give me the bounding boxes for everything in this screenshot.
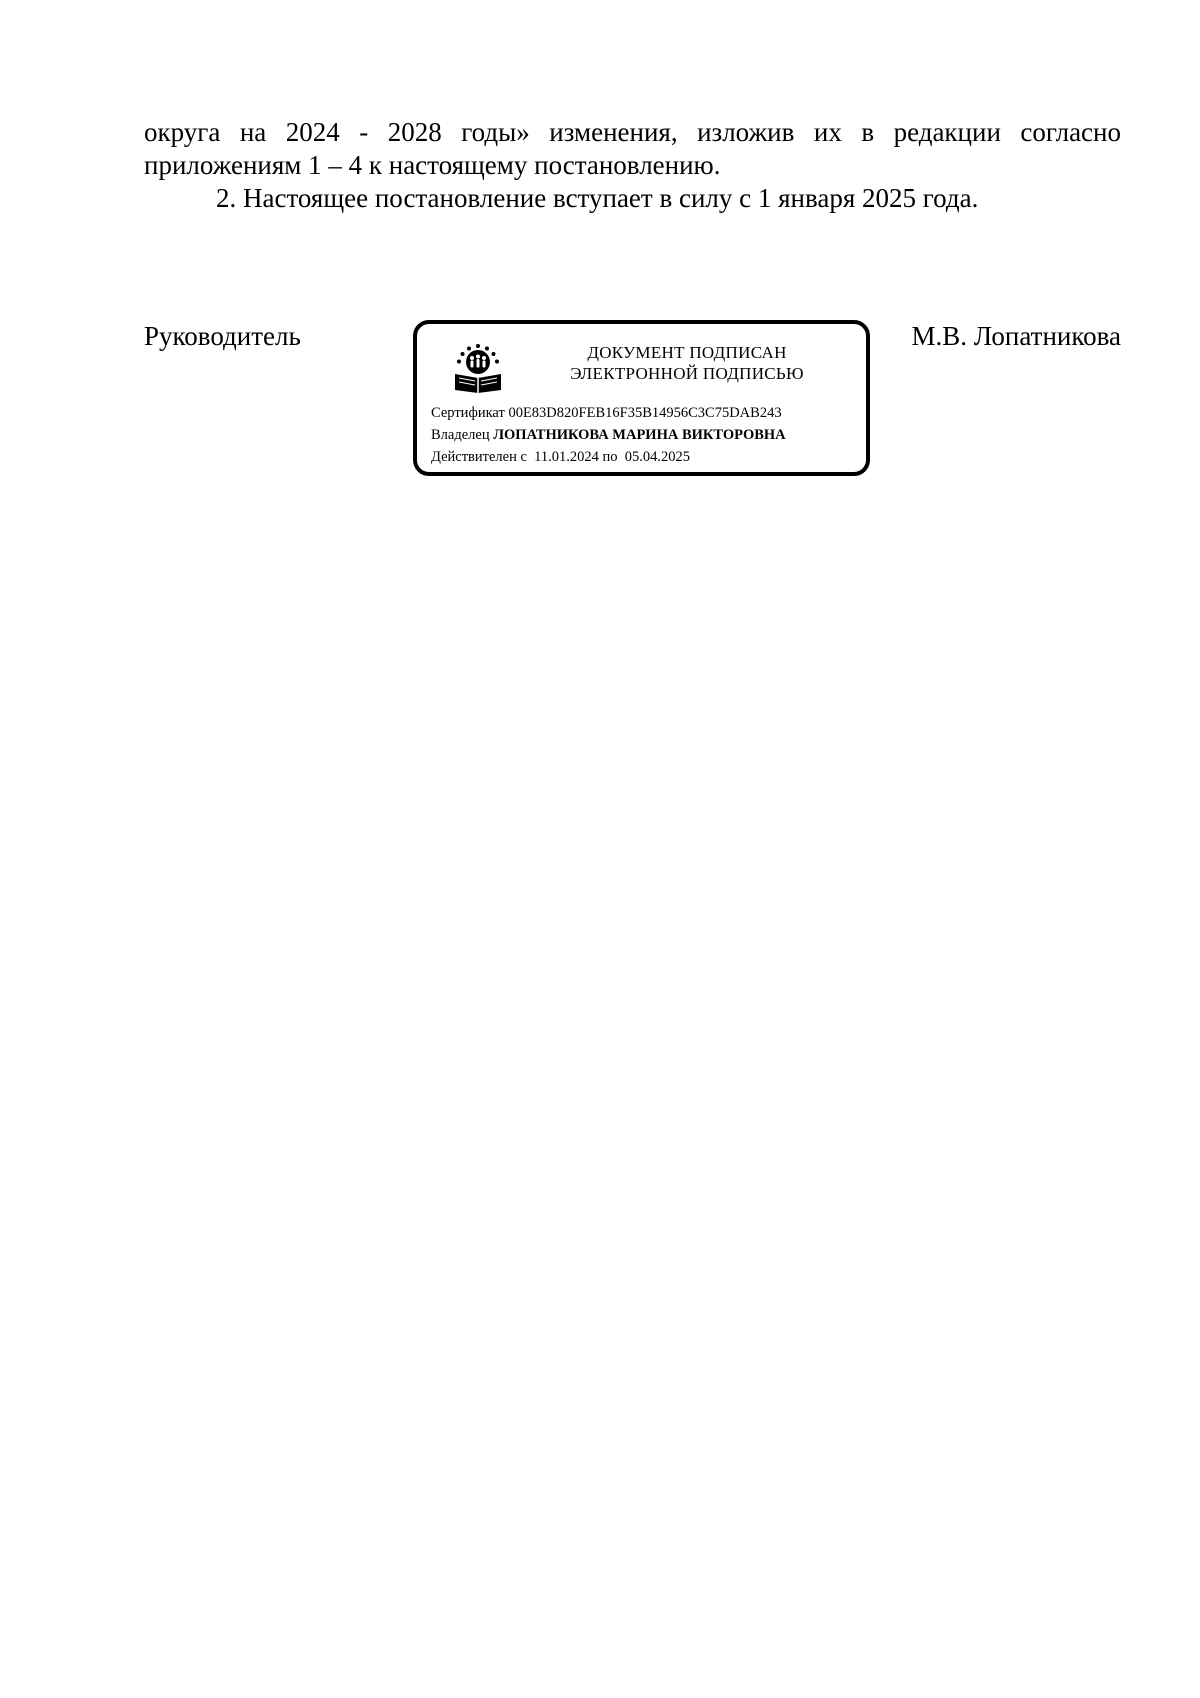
coat-of-arms-emblem-icon <box>452 342 504 394</box>
stamp-valid-from-label: с <box>520 449 527 465</box>
stamp-valid-label: Действителен <box>431 449 517 465</box>
signatory-name: М.В. Лопатникова <box>911 321 1121 351</box>
stamp-certificate-value: 00E83D820FEB16F35B14956C3C75DAB243 <box>508 405 782 421</box>
stamp-owner-line <box>431 426 786 444</box>
stamp-heading: ЭЛЕКТРОННОЙ ПОДПИСЬЮ <box>570 364 804 383</box>
paragraph-effective-date: 2. Настоящее постановление вступает в силу с 1 января 2025 года. <box>216 183 979 213</box>
paragraph-line: округа на 2024 - 2028 годы» изменения, изложив их в редакции согласно <box>144 117 1121 147</box>
paragraph-amendment <box>144 116 1121 182</box>
signatory-position: Руководитель <box>144 321 301 351</box>
electronic-signature-stamp <box>413 320 870 476</box>
stamp-owner-label: Владелец <box>431 427 490 443</box>
stamp-valid-to: 05.04.2025 <box>624 449 691 465</box>
stamp-validity-line <box>431 448 690 466</box>
stamp-valid-from: 11.01.2024 <box>534 449 599 465</box>
stamp-owner-value: ЛОПАТНИКОВА МАРИНА ВИКТОРОВНА <box>493 427 786 443</box>
stamp-heading: ДОКУМЕНТ ПОДПИСАН <box>587 343 787 362</box>
stamp-valid-to-label: по <box>602 449 618 465</box>
stamp-certificate-label: Сертификат <box>431 405 505 421</box>
stamp-certificate-line <box>431 404 782 422</box>
paragraph-line: приложениям 1 – 4 к настоящему постановлению. <box>144 150 721 180</box>
